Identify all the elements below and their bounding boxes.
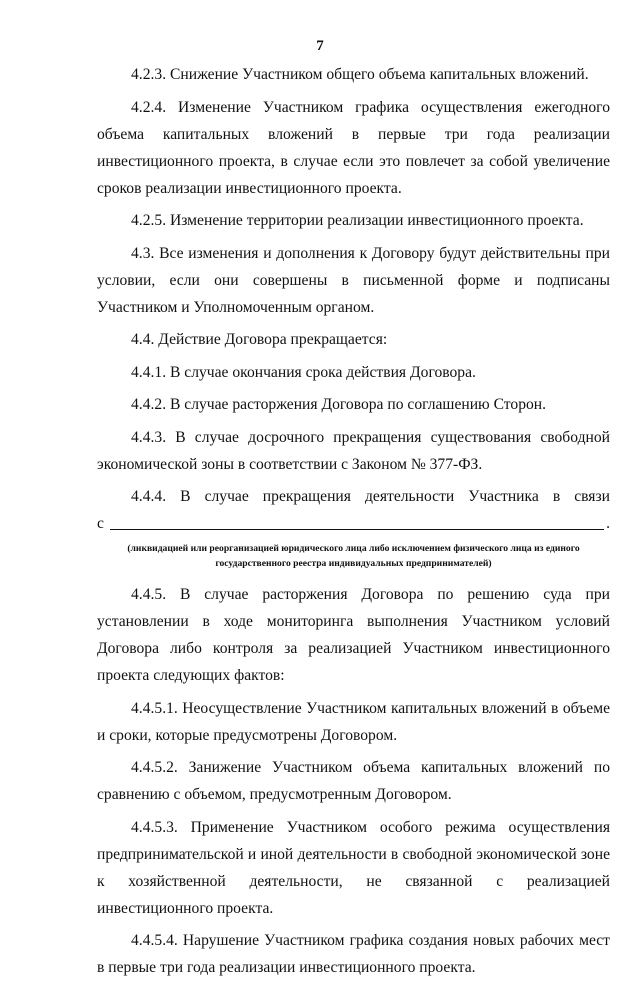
fill-in-prefix: с xyxy=(97,515,104,532)
clause-4-3: 4.3. Все изменения и дополнения к Договору будут действительны при условии, если они совершены в письменной форме и подписаны Участником и Уполномоченным органом. xyxy=(97,244,610,316)
footnote-line-2: государственного реестра индивидуальных предпринимателей) xyxy=(215,558,492,569)
clause-4-4: 4.4. Действие Договора прекращается: xyxy=(131,331,388,348)
clause-4-4-4: 4.4.4. В случае прекращения деятельности Участника в связи xyxy=(131,488,610,505)
footnote-caption xyxy=(97,541,610,571)
clause-4-4-5-3: 4.4.5.3. Применение Участником особого режима осуществления предпринимательской и иной деятельности в свободной экономической зоне к хозяйственной деятельности, не связанной с реализацией инвестиционного проекта. xyxy=(97,818,610,917)
clause-4-4-5-1: 4.4.5.1. Неосуществление Участником капитальных вложений в объеме и сроки, которые предусмотрены Договором. xyxy=(97,699,610,744)
fill-in-end: . xyxy=(606,515,610,532)
document-body xyxy=(97,61,610,987)
clause-4-4-2: 4.4.2. В случае расторжения Договора по соглашению Сторон. xyxy=(131,396,547,413)
clause-4-4-1: 4.4.1. В случае окончания срока действия Договора. xyxy=(131,363,476,381)
blank-underline xyxy=(110,513,604,530)
clause-4-4-3: 4.4.3. В случае досрочного прекращения существования свободной экономической зоны в соответствии с Законом № 377-ФЗ. xyxy=(97,428,610,473)
clause-4-2-3: 4.2.3. Снижение Участником общего объема капитальных вложений. xyxy=(131,66,589,83)
clause-4-4-5-2: 4.4.5.2. Занижение Участником объема капитальных вложений по сравнению с объемом, предусмотренным Договором. xyxy=(97,759,610,803)
clause-4-4-5-4: 4.4.5.4. Нарушение Участником графика создания новых рабочих мест в первые три года реализации инвестиционного проекта. xyxy=(97,932,610,976)
footnote-line-1: (ликвидацией или реорганизацией юридического лица либо исключением физического лица из единого xyxy=(127,543,580,554)
page-number: 7 xyxy=(316,38,324,54)
clause-4-2-5: 4.2.5. Изменение территории реализации инвестиционного проекта. xyxy=(131,212,584,229)
clause-4-2-4: 4.2.4. Изменение Участником графика осуществления ежегодного объема капитальных вложений в первые три года реализации инвестиционного проекта, в случае если это повлечет за собой увеличение сроков реализации инвестиционного проекта. xyxy=(97,98,610,197)
fill-in-line xyxy=(97,510,610,537)
clause-4-4-5: 4.4.5. В случае расторжения Договора по решению суда при установлении в ходе мониторинга выполнения Участником условий Договора либо контроля за реализацией Участником инвестиционного проекта следующих фактов: xyxy=(97,586,610,684)
